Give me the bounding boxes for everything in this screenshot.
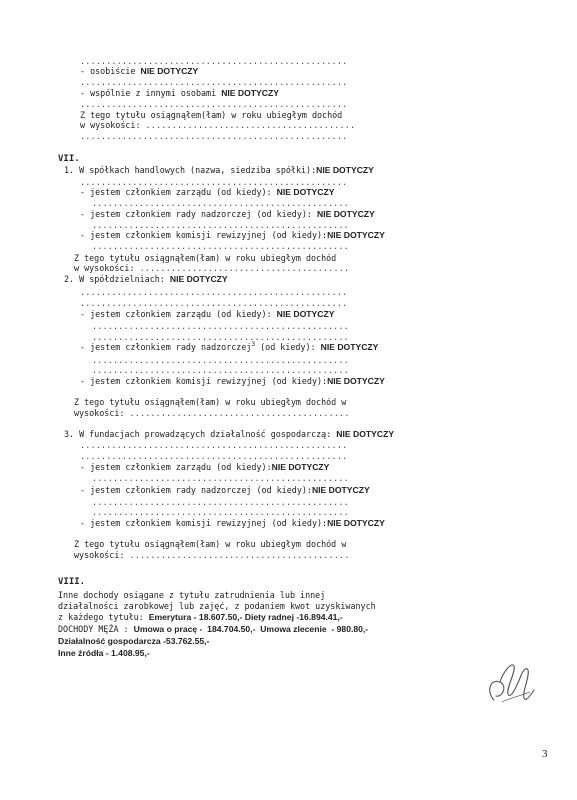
wysokosc-label: w wysokości: bbox=[80, 120, 146, 130]
wysokosc-row bbox=[74, 408, 350, 418]
komisja-label: - jestem członkiem komisji rewizyjnej (od kiedy): bbox=[80, 518, 328, 528]
dotted-line: ................................................... bbox=[80, 177, 348, 187]
income-values: Emerytura - 18.607.50,- Diety radnej -16.894.41,- bbox=[148, 612, 343, 622]
dotted-line: ................................................. bbox=[92, 497, 349, 507]
nie-dotyczy: NIE DOTYCZY bbox=[316, 209, 375, 219]
rada-row bbox=[80, 342, 378, 352]
zarzad-label: - jestem członkiem zarządu (od kiedy): bbox=[80, 462, 272, 472]
zarzad-label: - jestem członkiem zarządu (od kiedy): bbox=[80, 309, 277, 319]
dotted-line: ................................................. bbox=[92, 198, 349, 208]
p2-row bbox=[64, 274, 228, 284]
dotted-line: ................................................... bbox=[80, 298, 348, 308]
zarzad-label: - jestem członkiem zarządu (od kiedy): bbox=[80, 187, 277, 197]
osobiscie-label: - osobiście bbox=[80, 66, 141, 76]
rada-label-tail: (od kiedy): bbox=[255, 342, 321, 352]
wysokosc-row bbox=[80, 120, 355, 130]
page-number: 3 bbox=[542, 748, 548, 760]
dochod-text: Z tego tytułu osiągnąłem(łam) w roku ubiegłym dochód bbox=[80, 110, 343, 120]
dotted-line: ................................................... bbox=[80, 451, 348, 461]
nie-dotyczy: NIE DOTYCZY bbox=[276, 187, 335, 197]
dotted-line: ................................................. bbox=[92, 220, 349, 230]
income-label: z każdego tytułu: bbox=[58, 612, 149, 622]
wysokosc-row bbox=[74, 550, 350, 560]
zarzad-row bbox=[80, 187, 334, 197]
dotted-line: ................................................... bbox=[80, 56, 348, 66]
dotted-line: ................................................... bbox=[80, 131, 348, 141]
spouse-label: DOCHODY MĘŻA : bbox=[58, 624, 134, 634]
income-row-3 bbox=[58, 612, 343, 622]
rada-label: - jestem członkiem rady nadzorczej (od kiedy): bbox=[80, 485, 312, 495]
komisja-row bbox=[80, 518, 385, 528]
dotted-line: ................................................... bbox=[80, 77, 348, 87]
rada-row bbox=[80, 485, 370, 495]
dotted-line: ................................................... bbox=[80, 440, 348, 450]
komisja-row bbox=[80, 230, 385, 240]
nie-dotyczy: NIE DOTYCZY bbox=[336, 429, 395, 439]
rada-label: - jestem członkiem rady nadzorczej (od kiedy): bbox=[80, 209, 317, 219]
dotted-line: ................................................... bbox=[80, 99, 348, 109]
nie-dotyczy: NIE DOTYCZY bbox=[169, 274, 228, 284]
nie-dotyczy: NIE DOTYCZY bbox=[271, 462, 330, 472]
footnote-marker: 3 bbox=[251, 341, 256, 349]
wysokosc-dots: ........................................ bbox=[139, 263, 350, 273]
wysokosc-dots: ........................................ bbox=[145, 120, 356, 130]
nie-dotyczy: NIE DOTYCZY bbox=[276, 309, 335, 319]
osobiscie-row bbox=[80, 66, 198, 76]
p2-label: 2. W spółdzielniach: bbox=[64, 274, 170, 284]
income-text-1: Inne dochody osiągane z tytułu zatrudnienia lub innej bbox=[58, 590, 326, 600]
komisja-label: - jestem członkiem komisji rewizyjnej (od kiedy): bbox=[80, 230, 328, 240]
dotted-line: ................................................. bbox=[92, 355, 349, 365]
dotted-line: ................................................. bbox=[92, 321, 349, 331]
p1-label: 1. W spółkach handlowych (nazwa, siedziba spółki): bbox=[64, 165, 317, 175]
nie-dotyczy: NIE DOTYCZY bbox=[327, 518, 385, 528]
income-row-4 bbox=[58, 624, 368, 634]
p3-row bbox=[64, 429, 394, 439]
dotted-line: ................................................. bbox=[92, 473, 349, 483]
income-row-5: Działalność gospodarcza -53.762.55,- bbox=[58, 636, 210, 646]
zarzad-row bbox=[80, 462, 329, 472]
p1-row bbox=[64, 165, 374, 175]
wspolnie-label: - wspólnie z innymi osobami bbox=[80, 88, 222, 98]
rada-row bbox=[80, 209, 375, 219]
signature-image bbox=[480, 652, 540, 712]
wysokosc-row bbox=[74, 263, 349, 273]
section-heading-viii: VIII. bbox=[58, 577, 86, 587]
dotted-line: ................................................. bbox=[92, 507, 349, 517]
income-row-6: Inne źródła - 1.408.95,- bbox=[58, 648, 150, 658]
section-heading-vii: VII. bbox=[58, 154, 80, 164]
zarzad-row bbox=[80, 309, 334, 319]
dochod-text: Z tego tytułu osiągnąłem(łam) w roku ubiegłym dochód w bbox=[74, 539, 347, 549]
p3-label: 3. W fundacjach prowadzących działalność gospodarczą: bbox=[64, 429, 337, 439]
nie-dotyczy: NIE DOTYCZY bbox=[311, 485, 370, 495]
income-text-2: działalności zarobkowej lub zajęć, z podaniem kwot uzyskiwanych bbox=[58, 601, 376, 611]
spouse-values: Umowa o pracę - 184.704.50,- Umowa zlecenie - 980.80,- bbox=[133, 624, 369, 634]
dochod-text: Z tego tytułu osiągnąłem(łam) w roku ubiegłym dochód w bbox=[74, 397, 347, 407]
nie-dotyczy: NIE DOTYCZY bbox=[327, 376, 385, 386]
dochod-text: Z tego tytułu osiągnąłem(łam) w roku ubiegłym dochód bbox=[74, 253, 337, 263]
wysokosc-label: w wysokości: bbox=[74, 263, 140, 273]
rada-label: - jestem członkiem rady nadzorczej bbox=[80, 342, 252, 352]
nie-dotyczy: NIE DOTYCZY bbox=[320, 342, 379, 352]
dotted-line: ................................................. bbox=[92, 365, 349, 375]
wysokosc-dots: .......................................... bbox=[129, 408, 350, 418]
nie-dotyczy: NIE DOTYCZY bbox=[327, 230, 385, 240]
nie-dotyczy: NIE DOTYCZY bbox=[316, 165, 374, 175]
nie-dotyczy: NIE DOTYCZY bbox=[140, 66, 199, 76]
wspolnie-row bbox=[80, 88, 279, 98]
wysokosc-dots: .......................................... bbox=[129, 550, 350, 560]
nie-dotyczy: NIE DOTYCZY bbox=[221, 88, 279, 98]
wysokosc-label: wysokości: bbox=[74, 550, 130, 560]
komisja-label: - jestem członkiem komisji rewizyjnej (od kiedy): bbox=[80, 376, 328, 386]
dotted-line: ................................................. bbox=[92, 241, 349, 251]
wysokosc-label: wysokości: bbox=[74, 408, 130, 418]
komisja-row bbox=[80, 376, 385, 386]
dotted-line: ................................................... bbox=[80, 287, 348, 297]
dotted-line: ................................................. bbox=[92, 332, 349, 342]
